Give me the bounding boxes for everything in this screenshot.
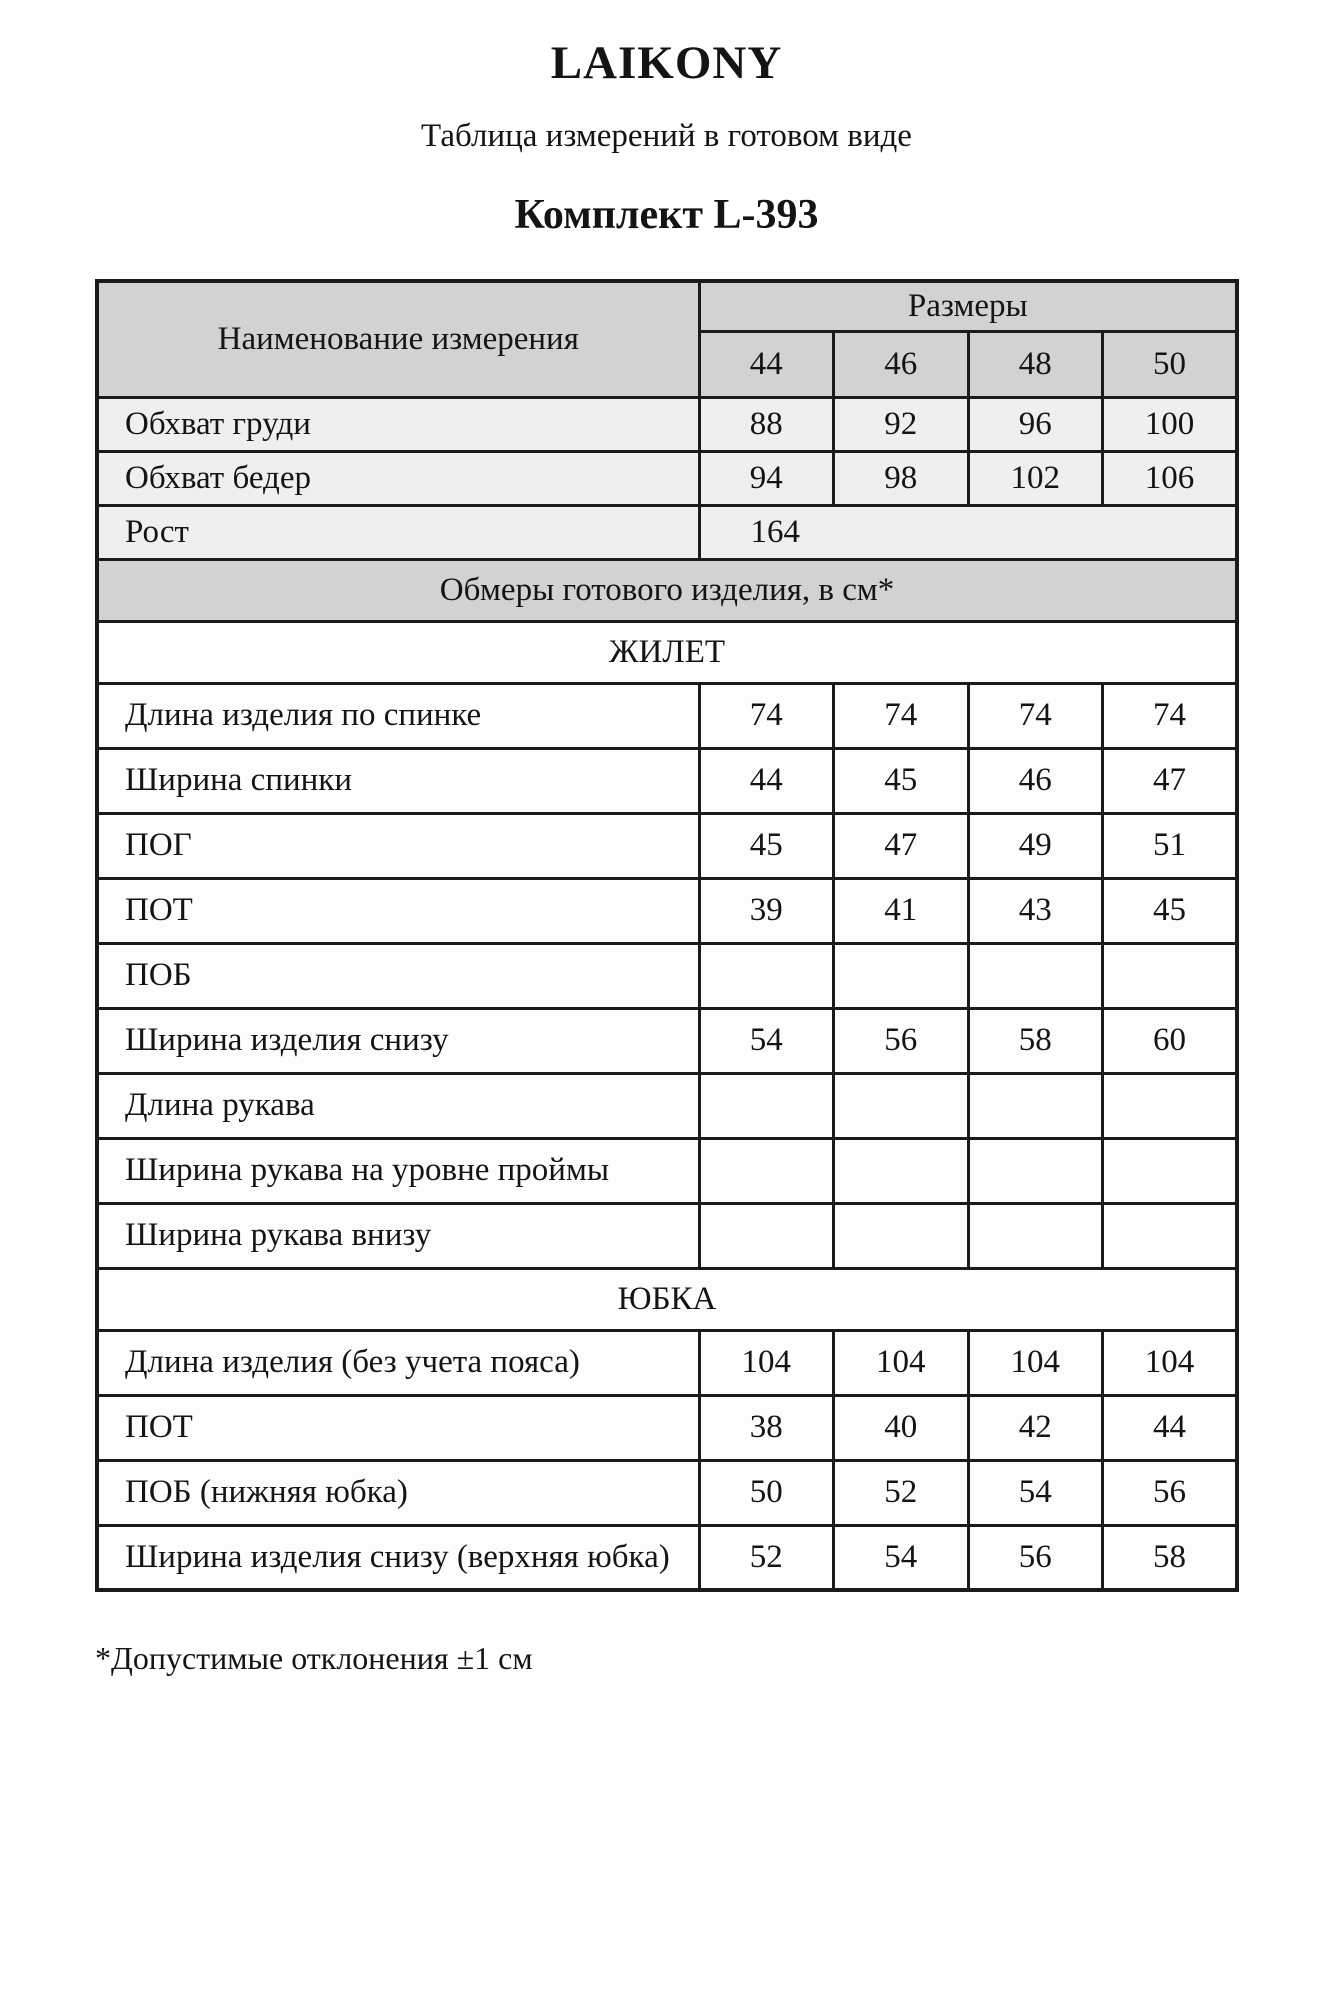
measurement-value: 74	[699, 683, 834, 748]
table-header-row	[97, 281, 1237, 331]
measurement-label: Длина рукава	[97, 1073, 699, 1138]
measurement-value: 94	[699, 451, 834, 505]
section-title: ЖИЛЕТ	[97, 621, 1237, 683]
measurement-value: 102	[968, 451, 1103, 505]
measurement-value: 58	[1103, 1525, 1238, 1590]
measurement-label: Обхват груди	[97, 397, 699, 451]
measurement-label: Ширина рукава на уровне проймы	[97, 1138, 699, 1203]
measurement-label: Ширина спинки	[97, 748, 699, 813]
measurement-row	[97, 1330, 1237, 1395]
measurement-value: 49	[968, 813, 1103, 878]
measurement-label: Длина изделия по спинке	[97, 683, 699, 748]
measurement-value: 98	[834, 451, 969, 505]
measurement-value: 43	[968, 878, 1103, 943]
measurement-value	[834, 1203, 969, 1268]
measurement-value: 50	[699, 1460, 834, 1525]
measurement-value	[1103, 943, 1238, 1008]
name-column-header: Наименование измерения	[97, 281, 699, 397]
brand-title: LAIKONY	[550, 37, 783, 89]
measurement-value: 56	[968, 1525, 1103, 1590]
measurement-value: 164	[699, 505, 1237, 559]
measurement-label: ПОБ (нижняя юбка)	[97, 1460, 699, 1525]
measurement-row	[97, 878, 1237, 943]
measurement-value: 44	[699, 748, 834, 813]
measurement-value: 52	[834, 1460, 969, 1525]
measurement-row	[97, 1138, 1237, 1203]
measurement-value: 40	[834, 1395, 969, 1460]
measurement-value	[834, 1138, 969, 1203]
measurement-value: 47	[1103, 748, 1238, 813]
measurement-value	[1103, 1203, 1238, 1268]
section-header-row	[97, 559, 1237, 621]
measurement-value: 38	[699, 1395, 834, 1460]
measurement-row	[97, 1073, 1237, 1138]
measurement-row	[97, 1203, 1237, 1268]
tolerance-footnote: *Допустимые отклонения ±1 см	[95, 1640, 533, 1676]
measurement-value: 45	[1103, 878, 1238, 943]
measurement-value: 104	[1103, 1330, 1238, 1395]
section-title: Обмеры готового изделия, в см*	[97, 559, 1237, 621]
measurement-label: Ширина рукава внизу	[97, 1203, 699, 1268]
measurements-table-body	[97, 397, 1237, 1590]
measurement-value: 45	[834, 748, 969, 813]
measurement-row	[97, 1460, 1237, 1525]
measurement-value: 92	[834, 397, 969, 451]
measurement-row	[97, 813, 1237, 878]
measurement-value: 51	[1103, 813, 1238, 878]
measurement-value	[834, 943, 969, 1008]
measurement-label: ПОГ	[97, 813, 699, 878]
measurement-row	[97, 505, 1237, 559]
measurement-value	[699, 943, 834, 1008]
measurement-value: 42	[968, 1395, 1103, 1460]
measurement-row	[97, 451, 1237, 505]
measurement-value: 54	[834, 1525, 969, 1590]
measurement-value: 56	[1103, 1460, 1238, 1525]
measurement-label: Ширина изделия снизу	[97, 1008, 699, 1073]
measurements-table	[95, 279, 1239, 1592]
measurement-value	[699, 1203, 834, 1268]
product-title: Комплект L-393	[514, 192, 819, 238]
measurement-value	[1103, 1073, 1238, 1138]
measurement-value: 44	[1103, 1395, 1238, 1460]
measurement-row	[97, 1525, 1237, 1590]
measurement-value: 100	[1103, 397, 1238, 451]
measurement-value: 60	[1103, 1008, 1238, 1073]
measurement-value	[699, 1138, 834, 1203]
measurement-value: 74	[1103, 683, 1238, 748]
measurement-value: 46	[968, 748, 1103, 813]
measurement-label: ПОТ	[97, 1395, 699, 1460]
table-subtitle: Таблица измерений в готовом виде	[421, 118, 912, 154]
measurement-value: 56	[834, 1008, 969, 1073]
measurement-value: 45	[699, 813, 834, 878]
measurement-value	[968, 1203, 1103, 1268]
measurement-row	[97, 683, 1237, 748]
section-header-row	[97, 621, 1237, 683]
measurement-label: Обхват бедер	[97, 451, 699, 505]
section-title: ЮБКА	[97, 1268, 1237, 1330]
measurement-value: 104	[834, 1330, 969, 1395]
size-column-header: 46	[834, 331, 969, 397]
measurement-row	[97, 943, 1237, 1008]
measurement-label: Ширина изделия снизу (верхняя юбка)	[97, 1525, 699, 1590]
measurement-value	[1103, 1138, 1238, 1203]
size-column-header: 50	[1103, 331, 1238, 397]
measurement-value	[699, 1073, 834, 1138]
measurement-value: 58	[968, 1008, 1103, 1073]
measurement-value	[968, 1073, 1103, 1138]
measurement-value: 52	[699, 1525, 834, 1590]
measurement-label: ПОТ	[97, 878, 699, 943]
measurement-value: 74	[834, 683, 969, 748]
measurement-value: 104	[968, 1330, 1103, 1395]
measurement-value	[834, 1073, 969, 1138]
measurement-label: ПОБ	[97, 943, 699, 1008]
measurement-row	[97, 1395, 1237, 1460]
measurement-label: Длина изделия (без учета пояса)	[97, 1330, 699, 1395]
measurement-value: 54	[699, 1008, 834, 1073]
measurement-label: Рост	[97, 505, 699, 559]
size-column-header: 48	[968, 331, 1103, 397]
measurement-value: 47	[834, 813, 969, 878]
measurement-value: 88	[699, 397, 834, 451]
measurement-row	[97, 397, 1237, 451]
section-header-row	[97, 1268, 1237, 1330]
measurement-value	[968, 1138, 1103, 1203]
measurement-value: 96	[968, 397, 1103, 451]
size-column-header: 44	[699, 331, 834, 397]
measurement-row	[97, 1008, 1237, 1073]
measurement-value: 106	[1103, 451, 1238, 505]
measurement-value: 39	[699, 878, 834, 943]
measurement-row	[97, 748, 1237, 813]
sizes-group-header: Размеры	[699, 281, 1237, 331]
measurement-value: 54	[968, 1460, 1103, 1525]
measurement-value: 104	[699, 1330, 834, 1395]
measurement-value: 41	[834, 878, 969, 943]
measurement-value: 74	[968, 683, 1103, 748]
measurement-value	[968, 943, 1103, 1008]
